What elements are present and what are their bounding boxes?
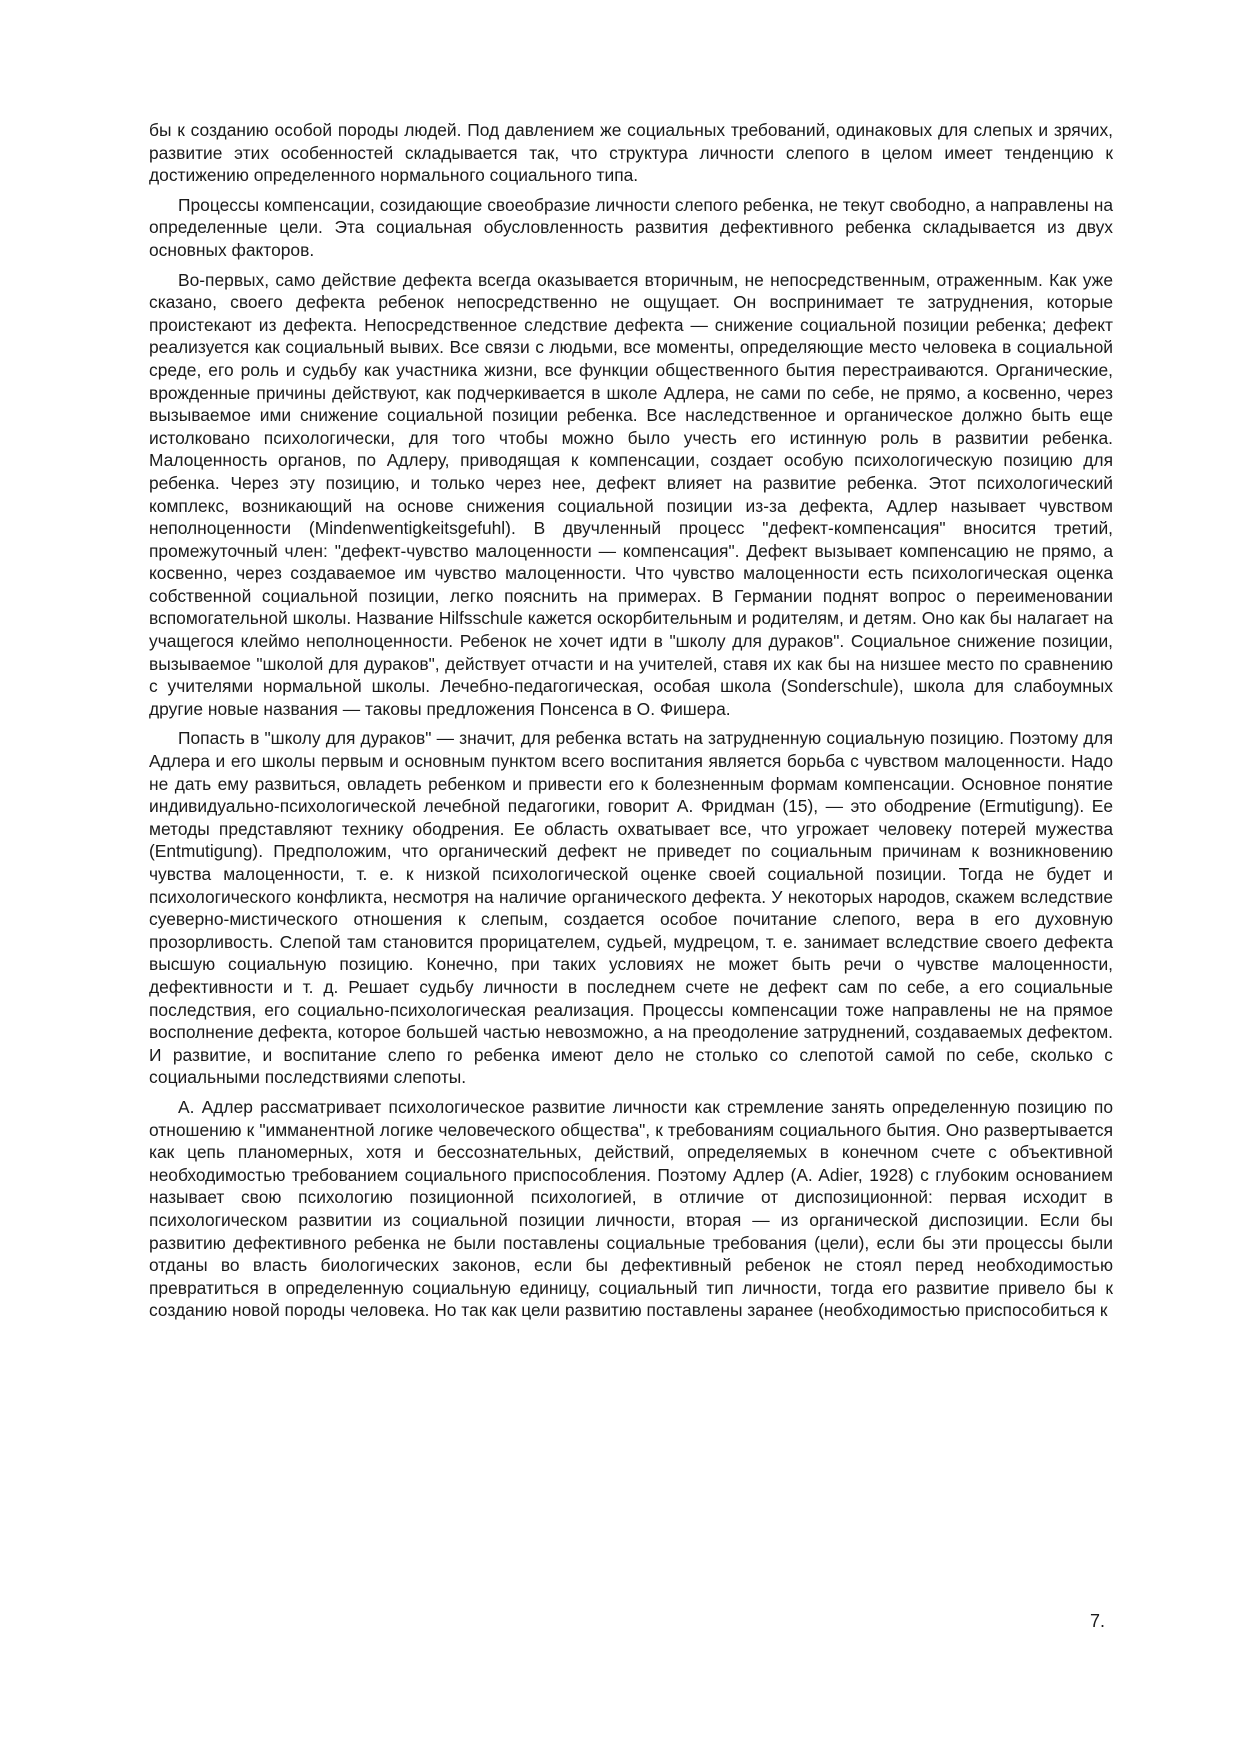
paragraph: А. Адлер рассматривает психологическое развитие личности как стремление занять определенную позицию по отношению к "имманентной логике человеческого общества", к требованиям социального бытия. Оно развертывается как цепь планомерных, хотя и бессознательных, действий, определяемых в конечном счете с объективной необходимостью требованием социального приспособления. Поэтому Адлер (A. Adier, 1928) с глубоким основанием называет свою психологию позиционной психологией, в отличие от диспозиционной: первая исходит в психологическом развитии из социальной позиции личности, вторая — из органической диспозиции. Если бы развитию дефективного ребенка не были поставлены социальные требования (цели), если бы эти процессы были отданы во власть биологических законов, если бы дефективный ребенок не стоял перед необходимостью превратиться в определенную социальную единицу, социальный тип личности, тогда его развитие привело бы к созданию новой породы человека. Но так как цели развитию поставлены заранее (необходимостью приспособиться к [149, 1096, 1113, 1321]
body-text [149, 119, 1113, 1329]
paragraph: Во-первых, само действие дефекта всегда оказывается вторичным, не непосредственным, отраженным. Как уже сказано, своего дефекта ребенок непосредственно не ощущает. Он воспринимает те затруднения, которые проистекают из дефекта. Непосредственное следствие дефекта — снижение социальной позиции ребенка; дефект реализуется как социальный вывих. Все связи с людьми, все моменты, определяющие место человека в социальной среде, его роль и судьбу как участника жизни, все функции общественного бытия перестраиваются. Органические, врожденные причины действуют, как подчеркивается в школе Адлера, не сами по себе, не прямо, а косвенно, через вызываемое ими снижение социальной позиции ребенка. Все наследственное и органическое должно быть еще истолковано психологически, для того чтобы можно было учесть его истинную роль в развитии ребенка. Малоценность органов, по Адлеру, приводящая к компенсации, создает особую психологическую позицию для ребенка. Через эту позицию, и только через нее, дефект влияет на развитие ребенка. Этот психологический комплекс, возникающий на основе снижения социальной позиции из-за дефекта, Адлер называет чувством неполноценности (Mindenwentigkeitsgefuhl). В двучленный процесс "дефект-компенсация" вносится третий, промежуточный член: "дефект-чувство малоценности — компенсация". Дефект вызывает компенсацию не прямо, а косвенно, через создаваемое им чувство малоценности. Что чувство малоценности есть психологическая оценка собственной социальной позиции, легко пояснить на примерах. В Германии поднят вопрос о переименовании вспомогательной школы. Название Hilfsschule кажется оскорбительным и родителям, и детям. Оно как бы налагает на учащегося клеймо неполноценности. Ребенок не хочет идти в "школу для дураков". Социальное снижение позиции, вызываемое "школой для дураков", действует отчасти и на учителей, ставя их как бы на низшее место по сравнению с учителями нормальной школы. Лечебно-педагогическая, особая школа (Sonderschule), школа для слабоумных другие новые названия — таковы предложения Понсенса в О. Фишера. [149, 269, 1113, 719]
page-number: 7. [1090, 1611, 1106, 1631]
paragraph: бы к созданию особой породы людей. Под давлением же социальных требований, одинаковых для слепых и зрячих, развитие этих особенностей складывается так, что структура личности слепого в целом имеет тенденцию к достижению определенного нормального социального типа. [149, 120, 1113, 186]
paragraph: Процессы компенсации, созидающие своеобразие личности слепого ребенка, не текут свободно, а направлены на определенные цели. Эта социальная обусловленность развития дефективного ребенка складывается из двух основных факторов. [149, 194, 1113, 260]
paragraph: Попасть в "школу для дураков" — значит, для ребенка встать на затрудненную социальную позицию. Поэтому для Адлера и его школы первым и основным пунктом всего воспитания является борьба с чувством малоценности. Надо не дать ему развиться, овладеть ребенком и привести его к болезненным формам компенсации. Основное понятие индивидуально-психологической лечебной педагогики, говорит А. Фридман (15), — это ободрение (Ermutigung). Ее методы представляют технику ободрения. Ее область охватывает все, что угрожает человеку потерей мужества (Entmutigung). Предположим, что органический дефект не приведет по социальным причинам к возникновению чувства малоценности, т. е. к низкой психологической оценке своей социальной позиции. Тогда не будет и психологического конфликта, несмотря на наличие органического дефекта. У некоторых народов, скажем вследствие суеверно-мистического отношения к слепым, создается особое почитание слепого, вера в его духовную прозорливость. Слепой там становится прорицателем, судьей, мудрецом, т. е. занимает вследствие своего дефекта высшую социальную позицию. Конечно, при таких условиях не может быть речи о чувстве малоценности, дефективности и т. д. Решает судьбу личности в последнем счете не дефект сам по себе, а его социальные последствия, его социально-психологическая реализация. Процессы компенсации тоже направлены не на прямое восполнение дефекта, которое большей частью невозможно, а на преодоление затруднений, создаваемых дефектом. И развитие, и воспитание слепо го ребенка имеют дело не столько со слепотой самой по себе, сколько с социальными последствиями слепоты. [149, 728, 1113, 1088]
